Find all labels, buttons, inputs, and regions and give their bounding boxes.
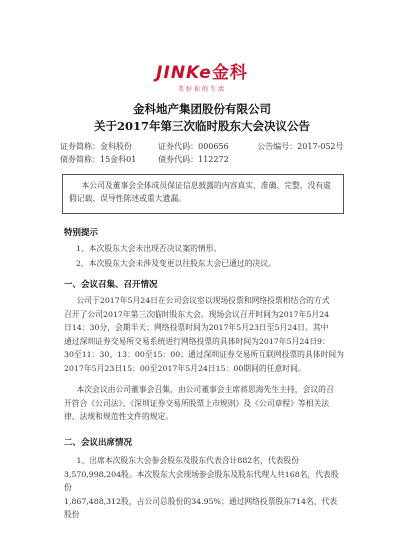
para-line: 公司于2017年5月24日在公司会议室以现场投票和网络投票相结合的方式	[76, 296, 330, 305]
section-2-heading: 二、会议出席情况	[64, 438, 133, 448]
disclaimer-box: 本公司及董事会全体成员保证信息披露的内容真实、准确、完整，没有虚假记载、误导性陈述或重大遗漏。	[62, 174, 344, 214]
para-line: 30至11：30、13：00至15：00；通过深圳证券交易所互联网投票的具体时间为	[64, 350, 344, 359]
stock-code: 证券代码：000656	[158, 142, 229, 151]
para-line: 本次会议由公司董事会召集，由公司董事会主席蒋思海先生主持，会议的召	[76, 385, 334, 394]
security-codes	[60, 140, 360, 166]
logo-latin: JINKe	[156, 63, 212, 83]
codes-row-1	[60, 140, 360, 153]
para-line: 律、法规和规范性文件的规定。	[64, 412, 174, 421]
para-line: 开符合《公司法》、《深圳证券交易所股票上市规则》及《公司章程》等相关法	[64, 398, 330, 408]
section-1-paragraph-1	[64, 294, 344, 375]
stock-abbr: 证券简称：金科股份	[60, 142, 132, 151]
section-2-paragraph	[64, 454, 344, 522]
bond-abbr: 债券简称：15金科01	[60, 155, 137, 164]
special-item-1: 1、本次股东大会未出现否决议案的情形。	[76, 244, 222, 253]
section-1-heading: 一、会议召集、召开情况	[64, 280, 158, 290]
bond-code: 债券代码：112272	[158, 155, 229, 164]
title-line-2: 关于2017年第三次临时股东大会决议公告	[93, 119, 310, 133]
special-notice-heading: 特别提示	[64, 228, 99, 238]
para-line: 2017年5月23日15：00至2017年5月24日15：00期间的任意时间。	[64, 363, 306, 373]
special-item-2: 2、本次股东大会未涉及变更以往股东大会已通过的决议。	[76, 259, 276, 268]
para-line: 召开了公司2017年第三次临时股东大会。现场会议召开时间为2017年5月24	[64, 309, 330, 319]
section-1-paragraph-2	[64, 383, 344, 424]
para-line: 日14：30分，会期半天；网络投票时间为2017年5月23日至5月24日。其中	[64, 323, 329, 332]
para-line: 1,867,488,312股，占公司总股份的34.95%；通过网络投票股东714名，代表股份	[64, 496, 338, 519]
codes-row-2	[60, 153, 360, 166]
company-logo	[0, 58, 404, 93]
para-line: 1、出席本次股东大会参会股东及股东代表合计882名，代表股份	[76, 456, 300, 465]
logo-cn: 金科	[211, 63, 248, 83]
para-line: 通过深圳证券交易所交易系统进行网络投票的具体时间为2017年5月24日9：	[64, 336, 330, 346]
announcement-number: 公告编号：2017-052号	[257, 142, 344, 151]
para-line: 3,570,998,204股。本次股东大会现场参会股东及股东代理人共168名，代表股份	[64, 469, 339, 492]
logo-slogan: 美好你的生活	[177, 86, 226, 93]
title-line-1: 金科地产集团股份有限公司	[133, 102, 271, 116]
